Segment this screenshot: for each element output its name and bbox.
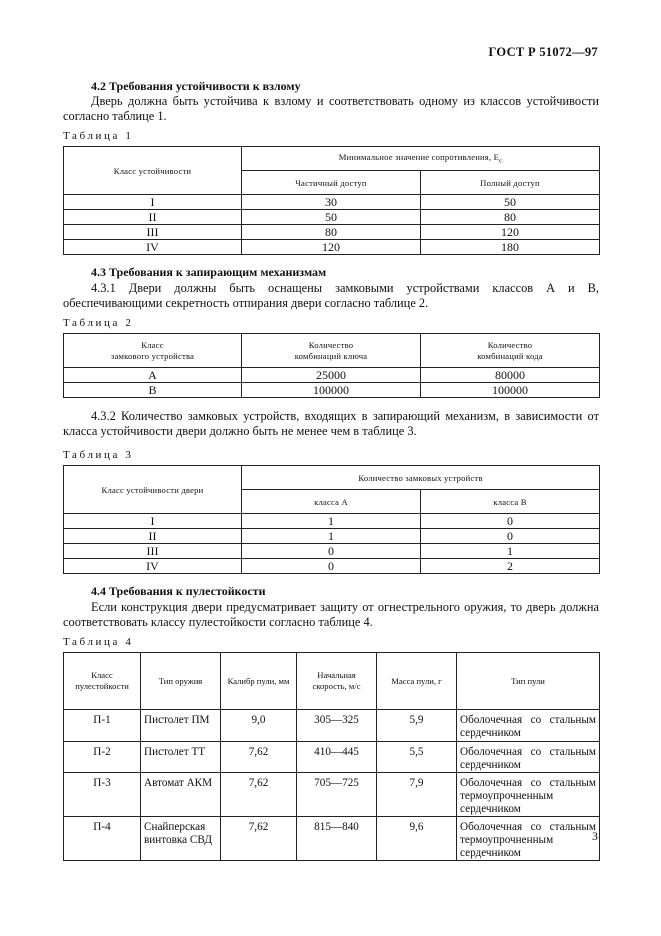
table-row	[64, 368, 600, 383]
table-header-cell: Тип оружия	[141, 653, 221, 710]
table-cell: В	[64, 383, 242, 398]
table-row	[64, 742, 600, 773]
table-header-cell: Тип пули	[457, 653, 600, 710]
table-2-block	[63, 317, 599, 330]
table-row	[64, 817, 600, 861]
table-caption: Таблица 2	[63, 317, 134, 329]
table-cell: Оболочечная со стальным термоупрочненным сердечником	[457, 773, 600, 817]
table-cell: 180	[421, 240, 600, 255]
page-number: 3	[592, 829, 598, 843]
table-cell: II	[64, 529, 242, 544]
table-caption: Таблица 1	[63, 130, 134, 142]
section-4-2	[63, 79, 599, 124]
table-cell: 9,6	[377, 817, 457, 861]
table-cell: Оболочечная со стальным термоупрочненным сердечником	[457, 817, 600, 861]
paragraph: Дверь должна быть устойчива к взлому и соответствовать одному из классов устойчивости согласно таблице 1.	[63, 94, 599, 123]
table-caption: Таблица 3	[63, 449, 134, 461]
table-header-cell	[64, 334, 242, 368]
table-cell: 50	[421, 195, 600, 210]
table-cell: III	[64, 544, 242, 559]
table-cell: 1	[242, 514, 421, 529]
table-cell: III	[64, 225, 242, 240]
header-line: комбинаций кода	[477, 350, 543, 361]
table-cell: I	[64, 514, 242, 529]
table-3-block	[63, 449, 599, 462]
table-cell: 0	[242, 544, 421, 559]
table-header-cell: Класс устойчивости двери	[64, 466, 242, 514]
table-header-cell	[242, 334, 421, 368]
table-4-block	[63, 636, 599, 649]
table-header-cell: Калибр пули, мм	[221, 653, 297, 710]
table-cell: 50	[242, 210, 421, 225]
table-header-text: Минимальное значение сопротивления, E	[338, 152, 500, 163]
table-cell: 410—445	[297, 742, 377, 773]
table-cell: 100000	[242, 383, 421, 398]
table-3	[63, 465, 599, 574]
table-4	[63, 652, 599, 861]
table-cell: 815—840	[297, 817, 377, 861]
table-row	[64, 710, 600, 742]
table-cell: 7,9	[377, 773, 457, 817]
table-cell: 80000	[421, 368, 600, 383]
table-cell: 7,62	[221, 773, 297, 817]
table-2	[63, 333, 599, 398]
table-cell: 120	[421, 225, 600, 240]
header-line: Класс	[91, 670, 113, 680]
table-cell: 705—725	[297, 773, 377, 817]
table-cell: Оболочечная со стальным сердечником	[457, 710, 600, 742]
table-cell: Пистолет ТТ	[141, 742, 221, 773]
table-cell: 1	[421, 544, 600, 559]
paragraph: 4.3.2 Количество замковых устройств, входящих в запирающий механизм, в зависимости от класса устойчивости двери должно быть не менее чем в таблице 3.	[63, 409, 599, 438]
table-header-cell: Масса пули, г	[377, 653, 457, 710]
paragraph: Если конструкция двери предусматривает защиту от огнестрельного оружия, то дверь должна соответствовать классу пулестойкости согласно таблице 4.	[63, 600, 599, 629]
table-row	[64, 514, 600, 529]
table-cell: П-1	[64, 710, 141, 742]
header-line: Класс	[141, 339, 164, 350]
table-row	[64, 195, 600, 210]
table-cell: IV	[64, 559, 242, 574]
table-cell: 30	[242, 195, 421, 210]
table-row	[64, 240, 600, 255]
table-1-block	[63, 130, 599, 143]
table-header-cell: Частичный доступ	[242, 171, 421, 195]
table-cell: IV	[64, 240, 242, 255]
header-line: комбинаций ключа	[294, 350, 368, 361]
table-header-cell: Класс устойчивости	[64, 147, 242, 195]
header-line: Количество	[487, 339, 533, 350]
table-row	[64, 773, 600, 817]
table-cell: 80	[421, 210, 600, 225]
table-cell: 0	[242, 559, 421, 574]
paragraph-4-3-2	[63, 409, 599, 439]
table-header-cell	[64, 653, 141, 710]
section-4-4	[63, 584, 599, 630]
table-cell: 100000	[421, 383, 600, 398]
table-row	[64, 529, 600, 544]
section-4-3	[63, 265, 599, 311]
table-cell: 5,9	[377, 710, 457, 742]
table-cell: 1	[242, 529, 421, 544]
table-cell: 120	[242, 240, 421, 255]
table-cell: 25000	[242, 368, 421, 383]
table-cell: Снайперская винтовка СВД	[141, 817, 221, 861]
table-cell: 2	[421, 559, 600, 574]
table-cell: 7,62	[221, 742, 297, 773]
section-heading: 4.2 Требования устойчивости к взлому	[91, 79, 301, 93]
header-line: скорость, м/с	[312, 681, 361, 691]
table-cell: 7,62	[221, 817, 297, 861]
table-cell: 9,0	[221, 710, 297, 742]
table-cell: 5,5	[377, 742, 457, 773]
document-header: ГОСТ Р 51072—97	[488, 45, 598, 59]
header-line: замкового устройства	[110, 350, 195, 361]
table-row	[64, 544, 600, 559]
table-header-cell	[297, 653, 377, 710]
table-cell: I	[64, 195, 242, 210]
table-cell: Пистолет ПМ	[141, 710, 221, 742]
table-cell: II	[64, 210, 242, 225]
header-line: пулестойкости	[75, 681, 129, 691]
table-header-cell: Полный доступ	[421, 171, 600, 195]
table-header-cell: Количество замковых устройств	[242, 466, 600, 490]
section-heading: 4.3 Требования к запирающим механизмам	[91, 265, 327, 279]
table-cell: П-4	[64, 817, 141, 861]
table-cell: А	[64, 368, 242, 383]
table-cell: 0	[421, 529, 600, 544]
table-caption: Таблица 4	[63, 636, 134, 648]
table-row	[64, 225, 600, 240]
table-row	[64, 210, 600, 225]
table-cell: 0	[421, 514, 600, 529]
section-heading: 4.4 Требования к пулестойкости	[91, 584, 266, 598]
table-row	[64, 383, 600, 398]
table-1	[63, 146, 599, 255]
table-header-cell	[421, 334, 600, 368]
table-cell: 80	[242, 225, 421, 240]
table-header-cell: класса А	[242, 490, 421, 514]
header-line: Начальная	[317, 670, 356, 680]
table-cell: Оболочечная со стальным сердечником	[457, 742, 600, 773]
table-cell: П-3	[64, 773, 141, 817]
table-header-cell: класса В	[421, 490, 600, 514]
table-row	[64, 559, 600, 574]
paragraph: 4.3.1 Двери должны быть оснащены замковыми устройствами классов А и В, обеспечивающими секретность отпирания двери согласно таблице 2.	[63, 281, 599, 310]
table-header-cell	[242, 147, 600, 171]
header-line: Количество	[308, 339, 354, 350]
table-cell: 305—325	[297, 710, 377, 742]
subscript: с	[499, 157, 503, 165]
table-cell: Автомат АКМ	[141, 773, 221, 817]
table-cell: П-2	[64, 742, 141, 773]
